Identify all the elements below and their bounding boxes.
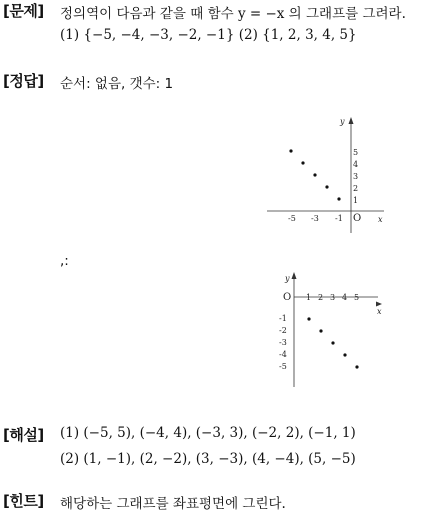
graph-2-y-tick-4: -5: [279, 362, 287, 371]
hint-text: 해당하는 그래프를 좌표평면에 그린다.: [60, 496, 286, 512]
explanation-line-1: (1) (−5, 5), (−4, 4), (−3, 3), (−2, 2), (−1, 1): [60, 425, 356, 441]
graph-2-x-tick-2: 3: [330, 293, 336, 302]
graph-1-y-arrow: [349, 117, 354, 124]
graph-1: [264, 115, 394, 235]
graph-2-y-tick-2: -3: [279, 338, 287, 347]
graph-1-x-tick-2: -1: [335, 214, 343, 223]
graph-1-y-tick-1: 4: [353, 160, 359, 169]
graph-2-point-0: [307, 317, 310, 320]
graph-2-point-1: [319, 329, 322, 332]
graph-2-x-tick-4: 5: [354, 293, 360, 302]
graph-2: [278, 270, 398, 390]
graph-1-point-1: [301, 161, 304, 164]
graph-2-y-arrow: [292, 272, 297, 279]
graph-1-y-tick-0: 5: [353, 148, 359, 157]
graph-1-y-axis-label: y: [340, 117, 345, 126]
problem-statement: 정의역이 다음과 같을 때 함수 y = −x 의 그래프를 그려라.: [60, 6, 406, 22]
graph-1-x-axis-label: x: [378, 215, 383, 224]
graph-2-x-axis-label: x: [377, 307, 382, 316]
graph-2-y-tick-1: -2: [279, 326, 287, 335]
graph-1-y-tick-4: 1: [353, 196, 359, 205]
graph-2-x-tick-1: 2: [318, 293, 324, 302]
graph-2-point-3: [343, 353, 346, 356]
graph-1-origin-label: O: [353, 213, 362, 224]
graph-1-x-tick-1: -3: [311, 214, 319, 223]
answer-text: 순서: 없음, 갯수: 1: [60, 76, 174, 92]
graph-2-y-tick-0: -1: [279, 314, 287, 323]
explanation-tag: [해설]: [3, 426, 44, 444]
graph-2-y-axis-label: y: [285, 274, 290, 283]
graph-1-point-0: [289, 149, 292, 152]
graph-1-point-4: [337, 197, 340, 200]
graph-1-point-3: [325, 185, 328, 188]
problem-tag: [문제]: [3, 2, 44, 20]
graph-1-y-tick-2: 3: [353, 172, 359, 181]
graph-2-point-4: [355, 365, 358, 368]
graph-2-y-tick-3: -4: [279, 350, 287, 359]
explanation-line-2: (2) (1, −1), (2, −2), (3, −3), (4, −4), (5, −5): [60, 451, 356, 467]
graph-1-x-tick-0: -5: [288, 214, 296, 223]
graph-1-y-tick-3: 2: [353, 184, 359, 193]
graph-2-point-2: [331, 341, 334, 344]
hint-tag: [힌트]: [3, 492, 44, 510]
answer-separator: ,:: [60, 253, 69, 269]
answer-tag: [정답]: [3, 72, 44, 90]
graph-1-point-2: [313, 173, 316, 176]
graph-2-x-tick-3: 4: [342, 293, 348, 302]
graph-2-x-tick-0: 1: [306, 293, 312, 302]
graph-2-origin-label: O: [283, 292, 292, 303]
problem-domains: (1) {−5, −4, −3, −2, −1} (2) {1, 2, 3, 4, 5}: [60, 27, 357, 43]
graph-2-x-arrow: [376, 302, 382, 307]
